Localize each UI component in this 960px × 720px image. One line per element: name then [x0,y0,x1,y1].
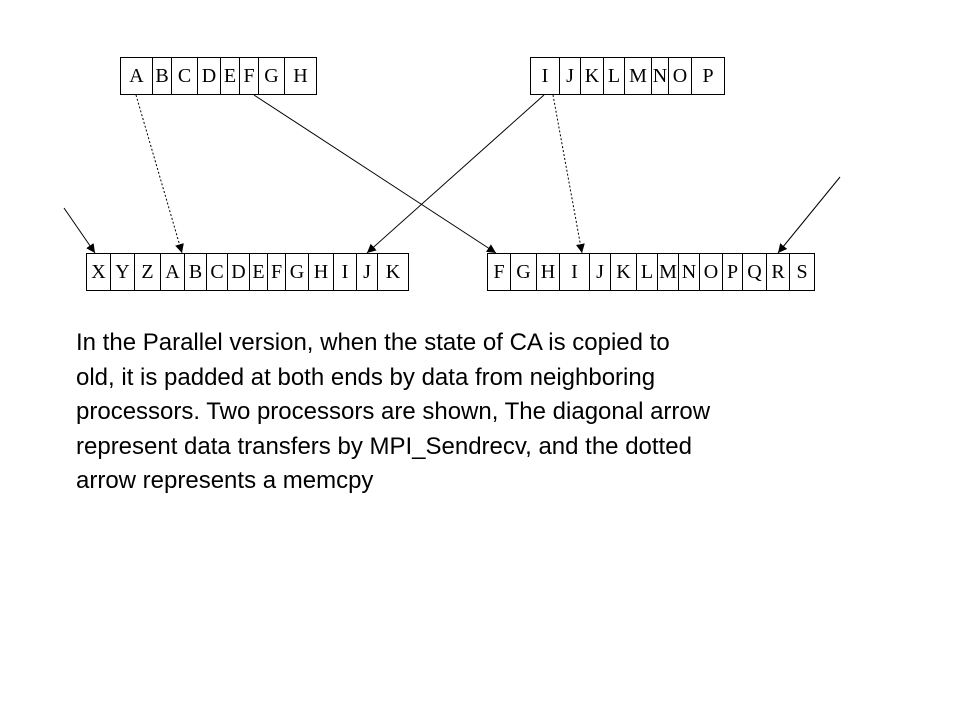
array-cell: F [239,57,259,95]
array-cell: K [377,253,409,291]
array-cell: H [284,57,317,95]
array-cell: G [285,253,309,291]
array-cell: D [227,253,250,291]
array-cell: B [152,57,172,95]
array-cell: E [249,253,268,291]
caption-line: represent data transfers by MPI_Sendrecv, and the dotted [76,432,692,460]
array-cell: K [580,57,604,95]
array-cell: Y [110,253,135,291]
bottom-left-array [86,253,409,291]
array-cell: N [678,253,700,291]
top-right-array [530,57,725,95]
array-cell: R [766,253,790,291]
sendrecv-arrow-right-to-left [367,95,544,253]
caption [76,326,876,499]
array-cell: H [536,253,560,291]
array-cell: J [356,253,378,291]
array-cell: H [308,253,334,291]
array-cell: I [559,253,590,291]
caption-line: arrow represents a memcpy [76,467,374,494]
array-cell: S [789,253,815,291]
array-cell: O [699,253,723,291]
array-cell: C [171,57,198,95]
array-cell: Q [742,253,767,291]
array-cell: M [624,57,652,95]
array-cell: F [487,253,511,291]
caption-line: In the Parallel version, when the state of CA is copied to [76,329,670,356]
array-cell: L [636,253,658,291]
array-cell: I [530,57,560,95]
array-cell: J [559,57,581,95]
array-cell: L [603,57,625,95]
array-cell: Z [134,253,161,291]
array-cell: G [258,57,285,95]
array-cell: G [510,253,537,291]
incoming-arrow-right [778,177,840,253]
array-cell: J [589,253,611,291]
top-left-array [120,57,317,95]
array-cell: E [220,57,240,95]
array-cell: N [651,57,669,95]
array-cell: P [691,57,725,95]
array-cell: X [86,253,111,291]
array-cell: A [120,57,153,95]
array-cell: K [610,253,637,291]
incoming-arrow-left [64,208,95,253]
array-cell: M [657,253,679,291]
caption-line: old, it is padded at both ends by data from neighboring [76,363,656,391]
array-cell: C [206,253,228,291]
array-cell: I [333,253,357,291]
caption-line: processors. Two processors are shown, The diagonal arrow [76,398,711,425]
sendrecv-arrow-left-to-right [254,95,496,253]
memcpy-arrow-right [553,95,582,253]
array-cell: B [184,253,207,291]
array-cell: F [267,253,286,291]
bottom-right-array [487,253,815,291]
array-cell: D [197,57,221,95]
memcpy-arrow-left [136,95,182,253]
array-cell: P [722,253,743,291]
array-cell: O [668,57,692,95]
array-cell: A [160,253,185,291]
